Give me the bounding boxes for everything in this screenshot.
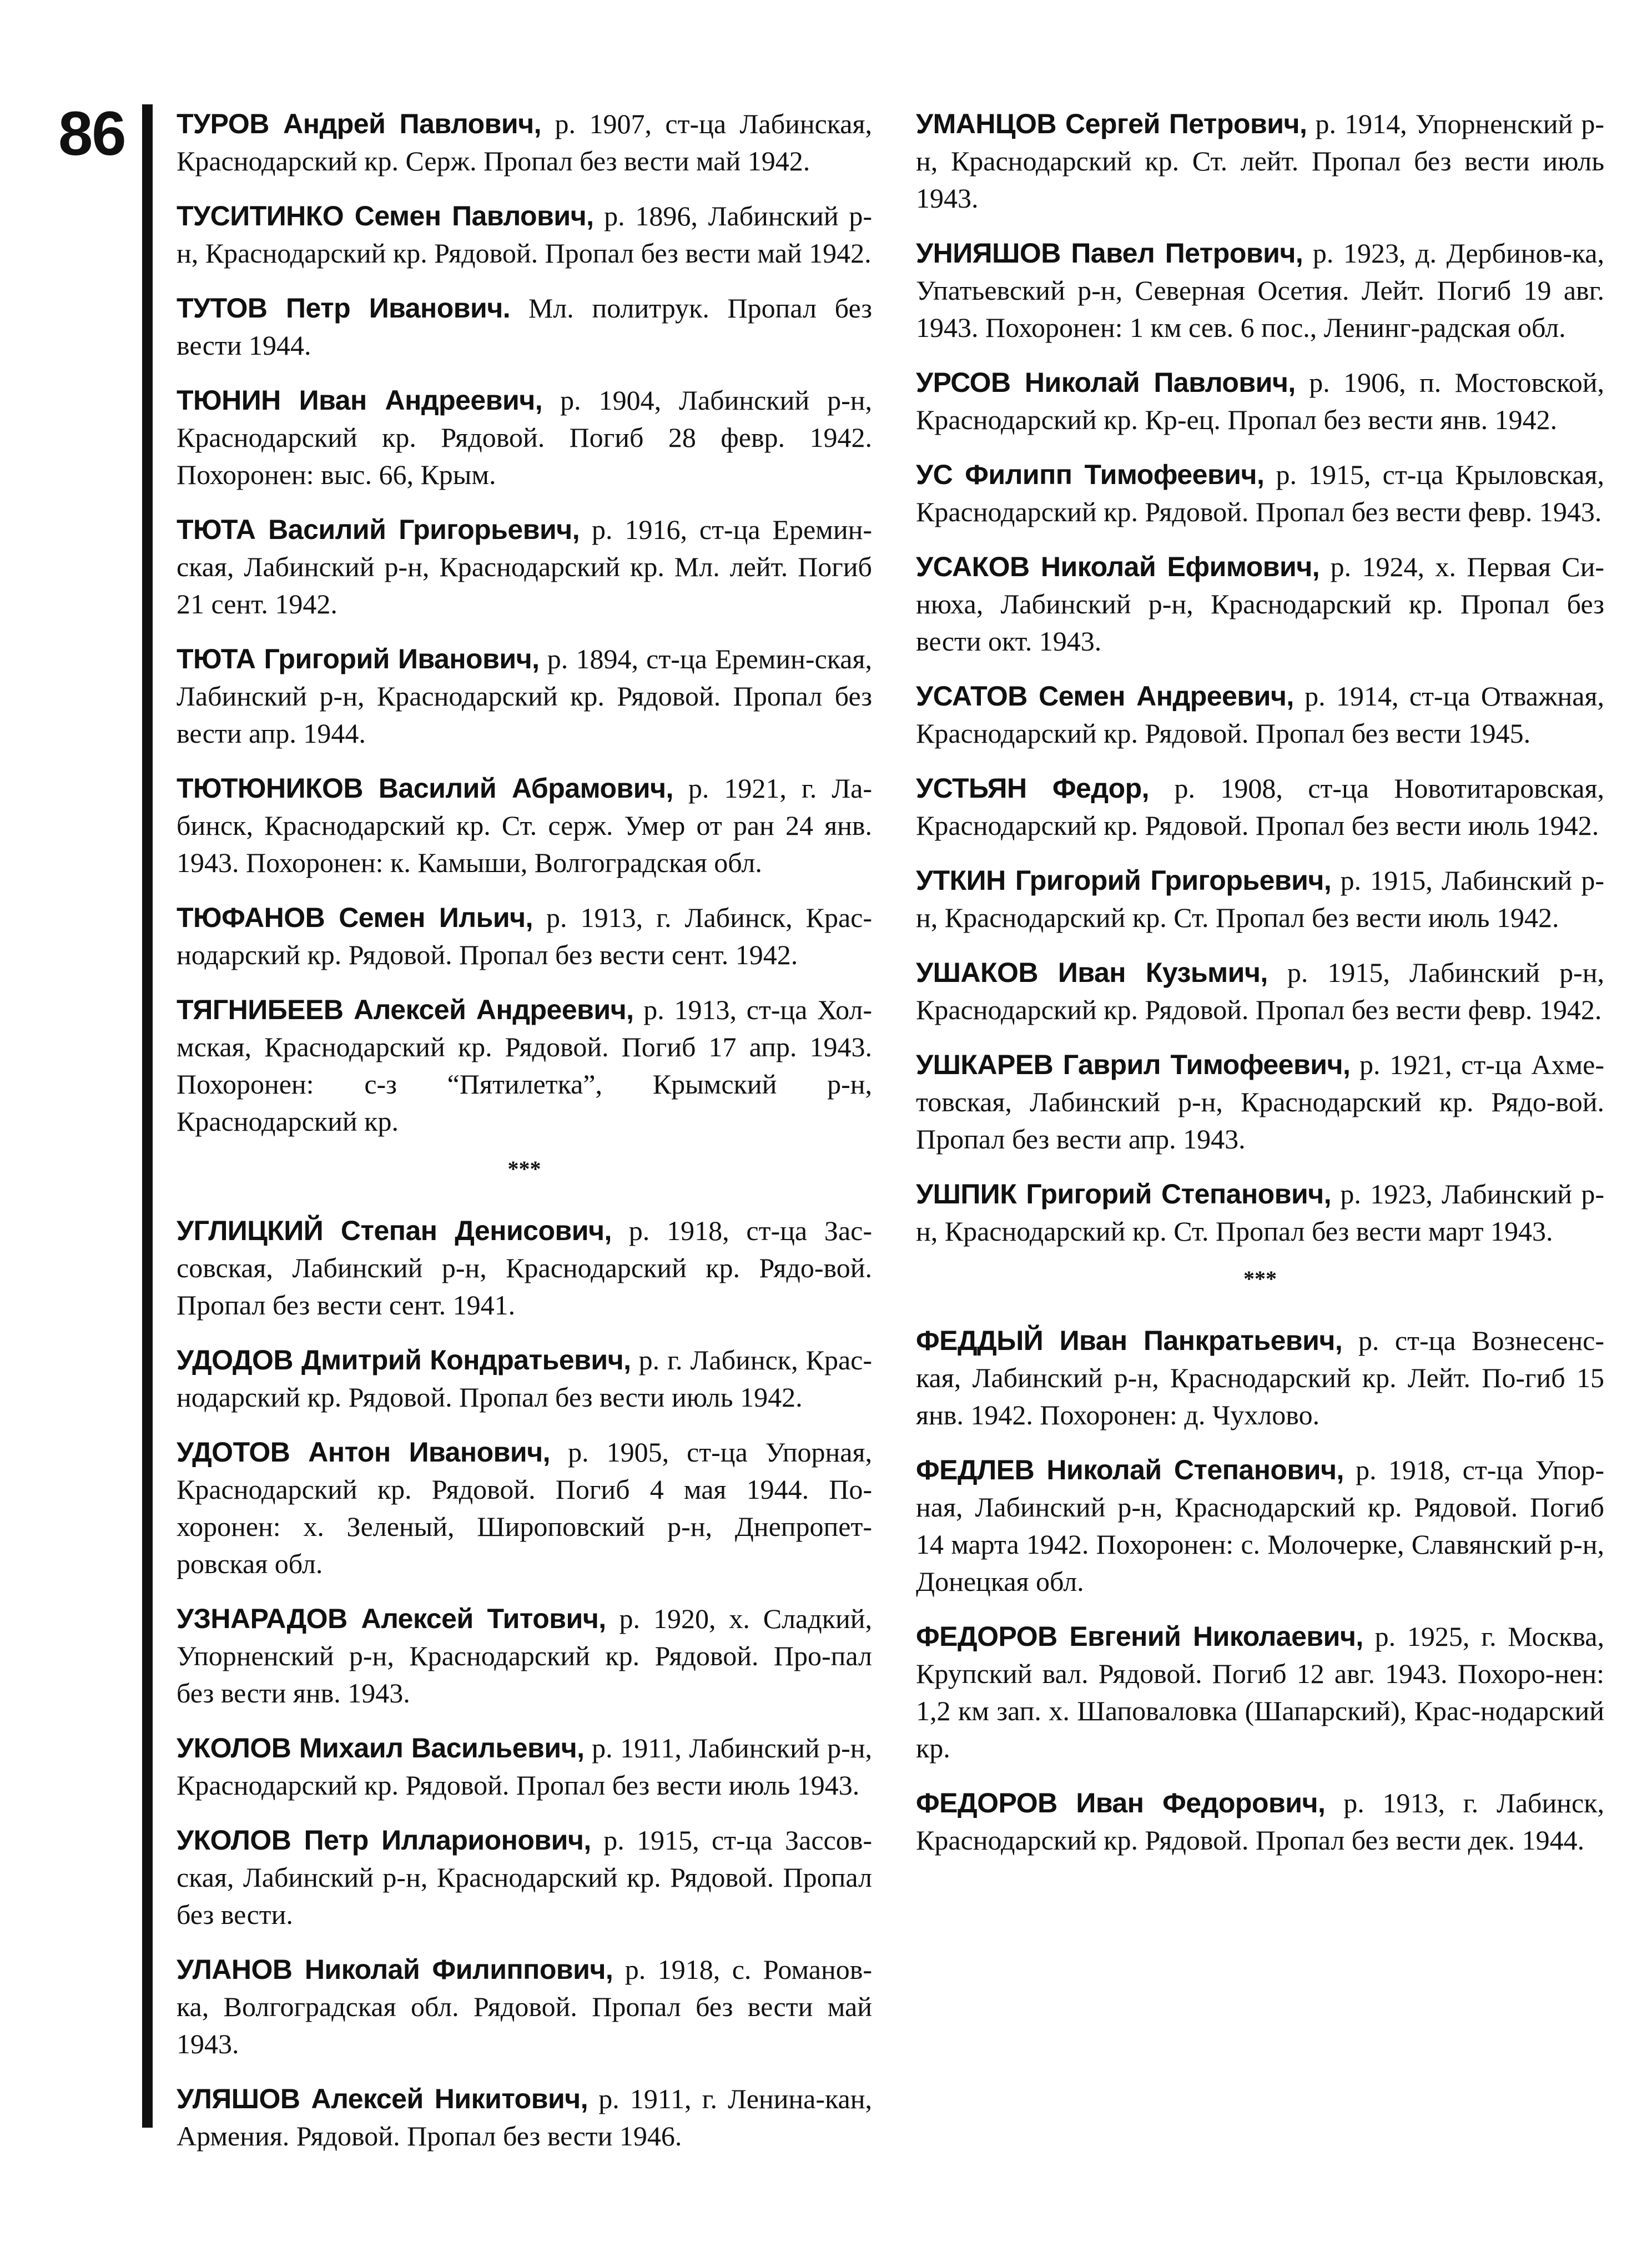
section-separator: ***	[507, 1156, 541, 1181]
entry-name: УДОДОВ Дмитрий Кондратьевич,	[177, 1344, 631, 1376]
entry-name: ТУТОВ Петр Иванович.	[177, 293, 511, 324]
entry-text: р. 1913, ст-ца Хол-мская, Краснодарский кр. Рядовой. Погиб 17 апр. 1943. Похоронен: с-з “Пятилетка”, Крымский р-н, Краснодарский кр.	[177, 994, 873, 1137]
entry-text: р. 1905, ст-ца Упорная, Краснодарский кр. Рядовой. Погиб 4 мая 1944. По-хоронен: х. Зеленый, Широповский р-н, Днепропет-ровская обл.	[177, 1437, 872, 1579]
entry-name: УЛЯШОВ Алексей Никитович,	[177, 2083, 588, 2114]
entry-text: р. 1915, ст-ца Зассов-ская, Лабинский р-н, Краснодарский кр. Рядовой. Пропал без вести.	[177, 1825, 872, 1930]
entry-text: р. ст-ца Вознесенс-кая, Лабинский р-н, Краснодарский кр. Лейт. По-гиб 15 янв. 1942. Похоронен: д. Чухлово.	[916, 1325, 1604, 1430]
left-column	[177, 105, 872, 2173]
entry-name: УМАНЦОВ Сергей Петрович,	[916, 108, 1307, 139]
entry	[177, 1600, 872, 1712]
entry-name: УСТЬЯН Федор,	[916, 773, 1150, 804]
page-number: 86	[58, 99, 125, 168]
entry	[177, 2080, 872, 2155]
entry-name: ФЕДОРОВ Иван Федорович,	[916, 1787, 1326, 1818]
entry-name: УГЛИЦКИЙ Степан Денисович,	[177, 1215, 612, 1246]
entry	[177, 899, 872, 974]
entry-name: ТЯГНИБЕЕВ Алексей Андреевич,	[177, 994, 634, 1025]
entry-name: УСАТОВ Семен Андреевич,	[916, 681, 1294, 712]
entry-text: р. 1924, х. Первая Си-нюха, Лабинский р-н, Краснодарский кр. Пропал без вести окт. 1943.	[916, 551, 1604, 657]
entry-text: р. 1918, ст-ца Зас-совская, Лабинский р-н, Краснодарский кр. Рядо-вой. Пропал без вести сент. 1941.	[177, 1215, 872, 1321]
entry-name: ТЮФАНОВ Семен Ильич,	[177, 902, 533, 933]
entry	[177, 382, 872, 493]
entry	[177, 1342, 872, 1416]
entry-name: УСАКОВ Николай Ефимович,	[916, 551, 1320, 582]
entry	[177, 105, 872, 180]
entry-name: УЛАНОВ Николай Филиппович,	[177, 1954, 613, 1985]
entry	[916, 770, 1604, 844]
entry-text: р. 1914, Упорненский р-н, Краснодарский кр. Ст. лейт. Пропал без вести июль 1943.	[916, 108, 1604, 214]
entry	[177, 198, 872, 272]
entry	[916, 862, 1604, 936]
entry-name: УТКИН Григорий Григорьевич,	[916, 865, 1332, 896]
entry-text: р. 1907, ст-ца Лабинская, Краснодарский кр. Серж. Пропал без вести май 1942.	[177, 108, 873, 177]
entry-name: ТУСИТИНКО Семен Павлович,	[177, 200, 594, 231]
entry-text: р. 1925, г. Москва, Крупский вал. Рядовой. Погиб 12 авг. 1943. Похоро-нен: 1,2 км зап. х. Шаповаловка (Шапарский), Крас-нодарский кр.	[916, 1621, 1605, 1764]
entry	[177, 1730, 872, 1804]
entry	[916, 235, 1604, 346]
entry	[916, 364, 1604, 439]
entry-name: ТЮНИН Иван Андреевич,	[177, 385, 543, 416]
entry-name: ФЕДОРОВ Евгений Николаевич,	[916, 1621, 1363, 1652]
entry-name: УРСОВ Николай Павлович,	[916, 367, 1296, 398]
entry	[177, 1951, 872, 2063]
entry	[916, 105, 1604, 217]
entry	[177, 1434, 872, 1583]
entry-text: р. 1915, ст-ца Крыловская, Краснодарский кр. Рядовой. Пропал без вести февр. 1943.	[916, 459, 1604, 527]
entry	[177, 770, 872, 881]
entry	[916, 1322, 1604, 1434]
entry	[916, 678, 1604, 752]
entry-text: р. 1894, ст-ца Еремин-ская, Лабинский р-н, Краснодарский кр. Рядовой. Пропал без вести апр. 1944.	[177, 643, 872, 749]
entry-text: р. 1921, г. Ла-бинск, Краснодарский кр. Ст. серж. Умер от ран 24 янв. 1943. Похоронен: к. Камыши, Волгоградская обл.	[177, 773, 872, 878]
entry	[177, 511, 872, 623]
entry-text: р. 1921, ст-ца Ахме-товская, Лабинский р-н, Краснодарский кр. Рядо-вой. Пропал без вести апр. 1943.	[916, 1049, 1604, 1155]
entry-text: р. 1896, Лабинский р-н, Краснодарский кр. Рядовой. Пропал без вести май 1942.	[177, 200, 872, 269]
entry-text: р. 1916, ст-ца Еремин-ская, Лабинский р-н, Краснодарский кр. Мл. лейт. Погиб 21 сент. 1942.	[177, 514, 872, 619]
entry-text: р. 1923, Лабинский р-н, Краснодарский кр. Ст. Пропал без вести март 1943.	[916, 1178, 1604, 1247]
margin-rule	[142, 104, 153, 2128]
entry-name: УШПИК Григорий Степанович,	[916, 1178, 1332, 1210]
entry-text: р. 1918, ст-ца Упор-ная, Лабинский р-н, Краснодарский кр. Рядовой. Погиб 14 марта 1942. Похоронен: с. Молочерке, Славянский р-н, Донецкая обл.	[916, 1454, 1604, 1597]
entry	[916, 548, 1604, 660]
entry-name: УШАКОВ Иван Кузьмич,	[916, 957, 1268, 988]
entry-name: ТУРОВ Андрей Павлович,	[177, 108, 542, 139]
entry	[916, 954, 1604, 1029]
entry-name: УКОЛОВ Петр Илларионович,	[177, 1825, 591, 1856]
entry-text: р. 1915, Лабинский р-н, Краснодарский кр. Рядовой. Пропал без вести февр. 1942.	[916, 957, 1604, 1025]
entry-text: р. 1915, Лабинский р-н, Краснодарский кр. Ст. Пропал без вести июль 1942.	[916, 865, 1604, 933]
entry-text: р. 1911, Лабинский р-н, Краснодарский кр. Рядовой. Пропал без вести июль 1943.	[177, 1732, 872, 1801]
entry-name: УНИЯШОВ Павел Петрович,	[916, 238, 1303, 269]
entry-text: р. 1908, ст-ца Новотитаровская, Краснодарский кр. Рядовой. Пропал без вести июль 1942.	[916, 773, 1604, 841]
section-separator: ***	[1243, 1266, 1277, 1291]
right-column	[916, 105, 1604, 1877]
entry-text: р. 1913, г. Лабинск, Крас-нодарский кр. Рядовой. Пропал без вести сент. 1942.	[177, 902, 873, 970]
entry-text: р. 1920, х. Сладкий, Упорненский р-н, Краснодарский кр. Рядовой. Про-пал без вести янв. 1943.	[177, 1603, 873, 1709]
entry-name: ТЮТЮНИКОВ Василий Абрамович,	[177, 773, 673, 804]
entry-text: р. 1914, ст-ца Отважная, Краснодарский кр. Рядовой. Пропал без вести 1945.	[916, 681, 1604, 749]
entries-group-t	[177, 105, 872, 1140]
entry-name: ТЮТА Григорий Иванович,	[177, 643, 540, 674]
entry-text: р. 1918, с. Романов-ка, Волгоградская обл. Рядовой. Пропал без вести май 1943.	[177, 1954, 872, 2059]
entry-text: р. 1904, Лабинский р-н, Краснодарский кр. Рядовой. Погиб 28 февр. 1942. Похоронен: выс. 66, Крым.	[177, 385, 872, 490]
entry-text: р. 1913, г. Лабинск, Краснодарский кр. Рядовой. Пропал без вести дек. 1944.	[916, 1787, 1604, 1856]
entry	[177, 641, 872, 752]
entry	[916, 1176, 1604, 1250]
entry-name: УШКАРЕВ Гаврил Тимофеевич,	[916, 1049, 1351, 1080]
entries-group-u-cont	[916, 105, 1604, 1250]
entry	[177, 290, 872, 364]
entry	[177, 1822, 872, 1933]
entry	[916, 1618, 1604, 1767]
entry-name: ФЕДДЫЙ Иван Панкратьевич,	[916, 1325, 1343, 1356]
entry-name: УДОТОВ Антон Иванович,	[177, 1437, 551, 1468]
entries-group-f	[916, 1322, 1604, 1859]
entry-text: Мл. политрук. Пропал без вести 1944.	[177, 293, 872, 361]
entry-text: р. 1911, г. Ленина-кан, Армения. Рядовой. Пропал без вести 1946.	[177, 2083, 872, 2152]
entry-text: р. 1906, п. Мостовской, Краснодарский кр. Кр-ец. Пропал без вести янв. 1942.	[916, 367, 1604, 435]
entry-name: УЗНАРАДОВ Алексей Титович,	[177, 1603, 606, 1634]
entries-group-u	[177, 1212, 872, 2155]
entry	[916, 1046, 1604, 1158]
entry	[177, 991, 872, 1140]
entry	[916, 456, 1604, 531]
entry-name: УС Филипп Тимофеевич,	[916, 459, 1265, 490]
entry-name: ТЮТА Василий Григорьевич,	[177, 514, 580, 545]
entry-text: р. г. Лабинск, Крас-нодарский кр. Рядовой. Пропал без вести июль 1942.	[177, 1344, 872, 1413]
entry	[916, 1452, 1604, 1600]
entry-name: ФЕДЛЕВ Николай Степанович,	[916, 1454, 1344, 1485]
entry-name: УКОЛОВ Михаил Васильевич,	[177, 1732, 585, 1764]
entry	[916, 1785, 1604, 1859]
entry-text: р. 1923, д. Дербинов-ка, Упатьевский р-н, Северная Осетия. Лейт. Погиб 19 авг. 1943. Похоронен: 1 км сев. 6 пос., Ленинг-радская обл.	[916, 238, 1604, 343]
entry	[177, 1212, 872, 1324]
